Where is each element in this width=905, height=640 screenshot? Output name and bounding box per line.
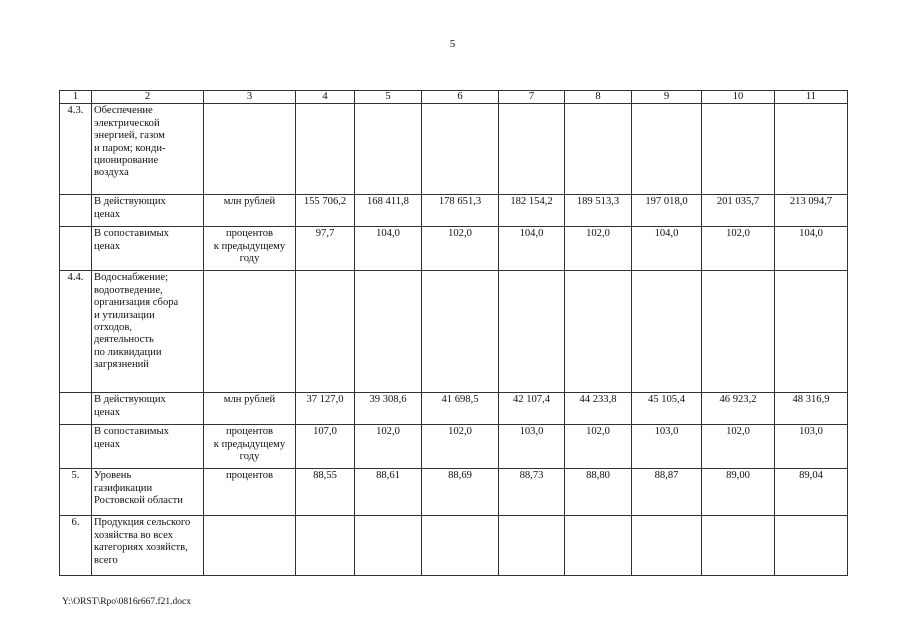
value-cell [632,195,702,227]
row-number-cell [60,425,92,469]
value-cell-text: 97,7 [315,228,335,240]
value-cell [775,516,848,576]
value-cell-text: 37 127,0 [306,394,344,406]
value-cell [355,516,422,576]
row-number-cell [60,195,92,227]
value-cell [565,425,632,469]
value-cell [296,469,355,516]
value-cell [499,425,565,469]
value-cell-text: 88,55 [313,470,337,482]
row-number-cell [60,469,92,516]
value-cell [499,104,565,195]
row-number-cell-text: 4.4. [67,272,84,284]
value-cell [702,516,775,576]
row-number-cell [60,227,92,271]
value-cell [565,227,632,271]
value-cell-text: 104,0 [519,228,544,240]
value-cell [499,195,565,227]
value-cell-text: 189 513,3 [576,196,620,208]
value-cell [296,425,355,469]
indicator-name-cell [92,227,204,271]
value-cell-text: 89,04 [799,470,823,482]
table-row [60,425,848,469]
value-cell-text: 102,0 [448,228,472,240]
indicator-name-cell [92,104,204,195]
value-cell-text: 46 923,2 [719,394,757,406]
value-cell [565,195,632,227]
value-cell [565,516,632,576]
value-cell [355,271,422,393]
table-row [60,271,848,393]
value-cell [702,425,775,469]
value-cell [296,393,355,425]
value-cell [499,516,565,576]
value-cell [422,469,499,516]
value-cell [296,195,355,227]
indicator-name-cell [92,516,204,576]
value-cell [422,393,499,425]
unit-cell [204,393,296,425]
indicator-name-cell-text: Уровень газификации Ростовской области [94,470,183,507]
value-cell [702,469,775,516]
data-table [59,90,848,576]
indicator-name-cell [92,425,204,469]
value-cell [632,104,702,195]
table-row [60,104,848,195]
value-cell-text: 104,0 [799,228,823,240]
value-cell [499,393,565,425]
value-cell [355,393,422,425]
value-cell-text: 197 018,0 [645,196,688,208]
value-cell [565,104,632,195]
column-header-8: 8 [565,91,632,104]
column-header-2: 2 [92,91,204,104]
value-cell-text: 102,0 [448,426,472,438]
table-row [60,393,848,425]
value-cell [296,271,355,393]
unit-cell [204,469,296,516]
value-cell-text: 48 316,9 [792,394,830,406]
value-cell-text: 39 308,6 [369,394,407,406]
row-number-cell-text: 5. [71,470,80,482]
value-cell-text: 201 035,7 [716,196,760,208]
value-cell-text: 89,00 [726,470,750,482]
table-row [60,469,848,516]
value-cell [355,227,422,271]
table-row [60,516,848,576]
unit-cell [204,195,296,227]
value-cell [296,516,355,576]
value-cell-text: 213 094,7 [789,196,833,208]
value-cell [296,104,355,195]
column-header-3: 3 [204,91,296,104]
value-cell-text: 102,0 [586,228,610,240]
row-number-cell [60,393,92,425]
indicator-name-cell-text: В сопоставимых ценах [94,426,169,450]
value-cell [355,469,422,516]
unit-cell-text: млн рублей [223,394,276,406]
value-cell [355,195,422,227]
value-cell [632,516,702,576]
value-cell [702,195,775,227]
value-cell-text: 104,0 [376,228,400,240]
column-header-4: 4 [296,91,355,104]
value-cell [702,227,775,271]
column-header-1: 1 [60,91,92,104]
value-cell-text: 88,87 [654,470,679,482]
value-cell-text: 103,0 [654,426,679,438]
indicator-name-cell-text: В сопоставимых ценах [94,228,169,252]
column-header-5: 5 [355,91,422,104]
value-cell-text: 102,0 [586,426,610,438]
value-cell-text: 178 651,3 [438,196,482,208]
indicator-name-cell-text: В действующих ценах [94,394,166,418]
value-cell [499,271,565,393]
page-number: 5 [449,38,456,50]
indicator-name-cell-text: Обеспечение электрической энергией, газом и паром; конди- ционирование воздуха [94,105,166,179]
value-cell-text: 88,61 [376,470,400,482]
indicator-name-cell [92,393,204,425]
value-cell-text: 103,0 [519,426,544,438]
value-cell [355,104,422,195]
value-cell-text: 182 154,2 [510,196,553,208]
value-cell [775,469,848,516]
value-cell [775,227,848,271]
value-cell [775,104,848,195]
value-cell-text: 103,0 [799,426,823,438]
unit-cell [204,425,296,469]
value-cell-text: 41 698,5 [441,394,479,406]
unit-cell [204,271,296,393]
value-cell [296,227,355,271]
indicator-name-cell [92,271,204,393]
value-cell [499,469,565,516]
value-cell-text: 102,0 [726,426,750,438]
row-number-cell-text: 6. [71,517,80,529]
indicator-name-cell-text: В действующих ценах [94,196,166,220]
value-cell [422,195,499,227]
value-cell-text: 102,0 [726,228,750,240]
value-cell [422,516,499,576]
column-header-11: 11 [775,91,848,104]
value-cell [775,425,848,469]
column-header-6: 6 [422,91,499,104]
value-cell [775,271,848,393]
value-cell [499,227,565,271]
value-cell [422,104,499,195]
value-cell [422,425,499,469]
unit-cell-text: процентов к предыдущему году [213,228,286,265]
unit-cell-text: процентов к предыдущему году [213,426,286,463]
indicator-name-cell [92,469,204,516]
value-cell [702,393,775,425]
value-cell [775,195,848,227]
value-cell [355,425,422,469]
value-cell-text: 88,69 [448,470,472,482]
value-cell [565,469,632,516]
unit-cell-text: процентов [225,470,274,482]
value-cell [565,271,632,393]
unit-cell-text: млн рублей [223,196,276,208]
row-number-cell [60,516,92,576]
value-cell [775,393,848,425]
value-cell [422,271,499,393]
value-cell-text: 42 107,4 [512,394,551,406]
value-cell-text: 44 233,8 [579,394,617,406]
row-number-cell [60,271,92,393]
value-cell-text: 45 105,4 [647,394,686,406]
value-cell [632,271,702,393]
value-cell [422,227,499,271]
unit-cell [204,516,296,576]
value-cell-text: 107,0 [313,426,337,438]
indicator-name-cell-text: Водоснабжение; водоотведение, организация сбора и утилизации отходов, деятельность по ликвидации загрязнений [94,272,179,371]
value-cell [565,393,632,425]
unit-cell [204,104,296,195]
value-cell [702,104,775,195]
value-cell-text: 88,73 [519,470,544,482]
value-cell-text: 155 706,2 [303,196,347,208]
value-cell-text: 88,80 [586,470,610,482]
indicator-name-cell-text: Продукция сельского хозяйства во всех категориях хозяйств, всего [94,517,191,566]
value-cell [702,271,775,393]
column-header-10: 10 [702,91,775,104]
column-header-9: 9 [632,91,702,104]
value-cell-text: 102,0 [376,426,400,438]
indicator-name-cell [92,195,204,227]
table-header-row [60,91,848,104]
row-number-cell [60,104,92,195]
file-path-footer: Y:\ORST\Rpo\0816r667.f21.docx [62,597,191,607]
table-row [60,195,848,227]
row-number-cell-text: 4.3. [67,105,84,117]
value-cell [632,469,702,516]
unit-cell [204,227,296,271]
value-cell-text: 104,0 [654,228,679,240]
value-cell [632,393,702,425]
table-row [60,227,848,271]
column-header-7: 7 [499,91,565,104]
value-cell [632,425,702,469]
value-cell [632,227,702,271]
value-cell-text: 168 411,8 [367,196,409,208]
